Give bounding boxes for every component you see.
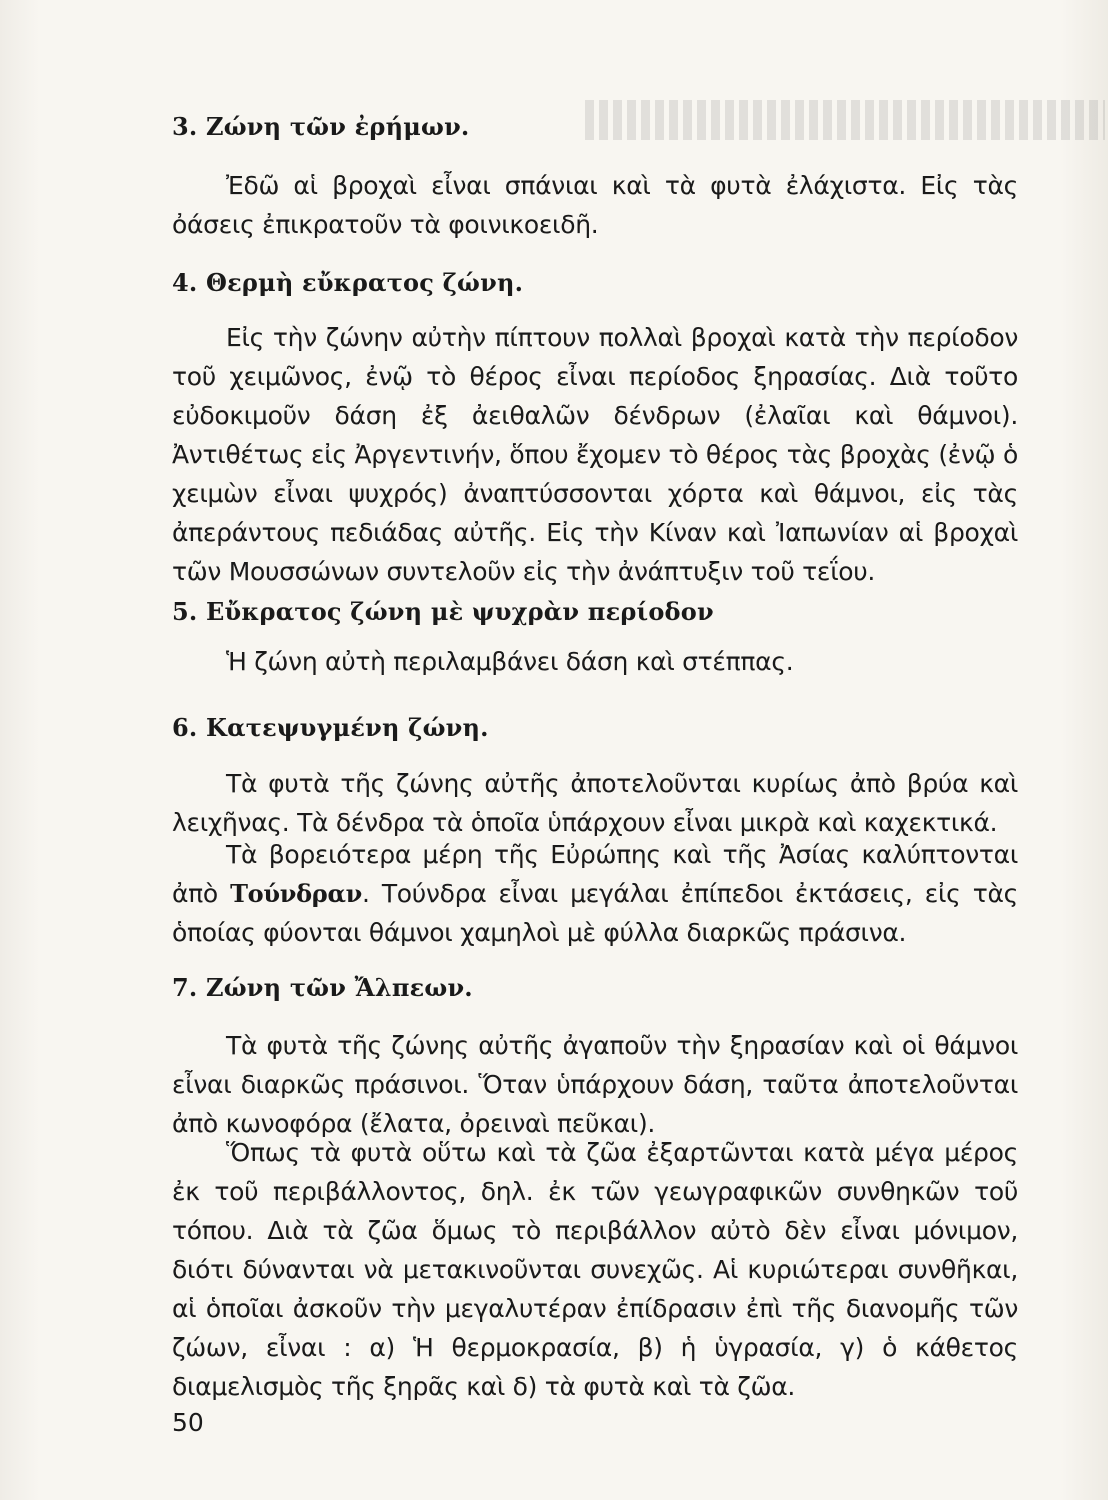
section-paragraph-6b xyxy=(172,835,1018,952)
paragraph-text-end: . Τούνδρα εἶναι μεγάλαι ἐπίπεδοι ἐκτάσεις, εἰς τὰς ὁποίας φύονται θάμνοι χαμηλοὶ μὲ φύλλα διαρκῶς πράσινα. xyxy=(172,879,1018,947)
section-paragraph-5: Ἡ ζώνη αὐτὴ περιλαμβάνει δάση καὶ στέππας. xyxy=(226,647,794,676)
section-paragraph-6a: Τὰ φυτὰ τῆς ζώνης αὐτῆς ἀποτελοῦνται κυρίως ἀπὸ βρύα καὶ λειχῆνας. Τὰ δένδρα τὰ ὁποῖα ὑπάρχουν εἶναι μικρὰ καὶ καχεκτικά. xyxy=(172,769,1018,837)
bleed-through-text xyxy=(585,100,1105,140)
paragraph-text-start: Τὰ βορειότερα μέρη τῆς Εὐρώπης καὶ τῆς Ἀσίας καλύπτονται ἀπὸ xyxy=(172,840,1018,908)
page-number: 50 xyxy=(172,1408,204,1437)
section-paragraph-3: Ἐδῶ αἱ βροχαὶ εἶναι σπάνιαι καὶ τὰ φυτὰ ἐλάχιστα. Εἰς τὰς ὀάσεις ἐπικρατοῦν τὰ φοινικοειδῆ. xyxy=(172,171,1018,239)
section-heading-7: 7. Ζώνη τῶν Ἄλπεων. xyxy=(172,973,473,1002)
section-heading-6: 6. Κατεψυγμένη ζώνη. xyxy=(172,713,489,742)
section-paragraph-7b: Ὅπως τὰ φυτὰ οὕτω καὶ τὰ ζῶα ἐξαρτῶνται κατὰ μέγα μέρος ἐκ τοῦ περιβάλλοντος, δηλ. ἐκ τῶν γεωγραφικῶν συνθηκῶν τοῦ τόπου. Διὰ τὰ ζῶα ὅμως τὸ περιβάλλον αὐτὸ δὲν εἶναι μόνιμον, διότι δύνανται νὰ μετακινοῦνται συνεχῶς. Αἱ κυριώτεραι συνθῆκαι, αἱ ὁποῖαι ἀσκοῦν τὴν μεγαλυτέραν ἐπίδρασιν ἐπὶ τῆς διανομῆς τῶν ζώων, εἶναι : α) Ἡ θερμοκρασία, β) ἡ ὑγρασία, γ) ὁ κάθετος διαμελισμὸς τῆς ξηρᾶς καὶ δ) τὰ φυτὰ καὶ τὰ ζῶα. xyxy=(172,1138,1018,1401)
section-heading-3: 3. Ζώνη τῶν ἐρήμων. xyxy=(172,112,470,141)
section-heading-4: 4. Θερμὴ εὔκρατος ζώνη. xyxy=(172,268,524,297)
tundra-term: Τούνδραν xyxy=(230,879,362,908)
section-paragraph-4: Εἰς τὴν ζώνην αὐτὴν πίπτουν πολλαὶ βροχαὶ κατὰ τὴν περίοδον τοῦ χειμῶνος, ἐνῷ τὸ θέρος εἶναι περίοδος ξηρασίας. Διὰ τοῦτο εὐδοκιμοῦν δάση ἐξ ἀειθαλῶν δένδρων (ἐλαῖαι καὶ θάμνοι). Ἀντιθέτως εἰς Ἀργεντινήν, ὅπου ἔχομεν τὸ θέρος τὰς βροχὰς (ἐνῷ ὁ χειμὼν εἶναι ψυχρός) ἀναπτύσσονται χόρτα καὶ θάμνοι, εἰς τὰς ἀπεράντους πεδιάδας αὐτῆς. Εἰς τὴν Κίναν καὶ Ἰαπωνίαν αἱ βροχαὶ τῶν Μουσσώνων συντελοῦν εἰς τὴν ἀνάπτυξιν τοῦ τεΐου. xyxy=(172,323,1018,586)
section-paragraph-7a: Τὰ φυτὰ τῆς ζώνης αὐτῆς ἀγαποῦν τὴν ξηρασίαν καὶ οἱ θάμνοι εἶναι διαρκῶς πράσινοι. Ὅταν ὑπάρχουν δάση, ταῦτα ἀποτελοῦνται ἀπὸ κωνοφόρα (ἔλατα, ὀρειναὶ πεῦκαι). xyxy=(172,1031,1018,1138)
section-heading-5: 5. Εὔκρατος ζώνη μὲ ψυχρὰν περίοδον xyxy=(172,597,714,626)
